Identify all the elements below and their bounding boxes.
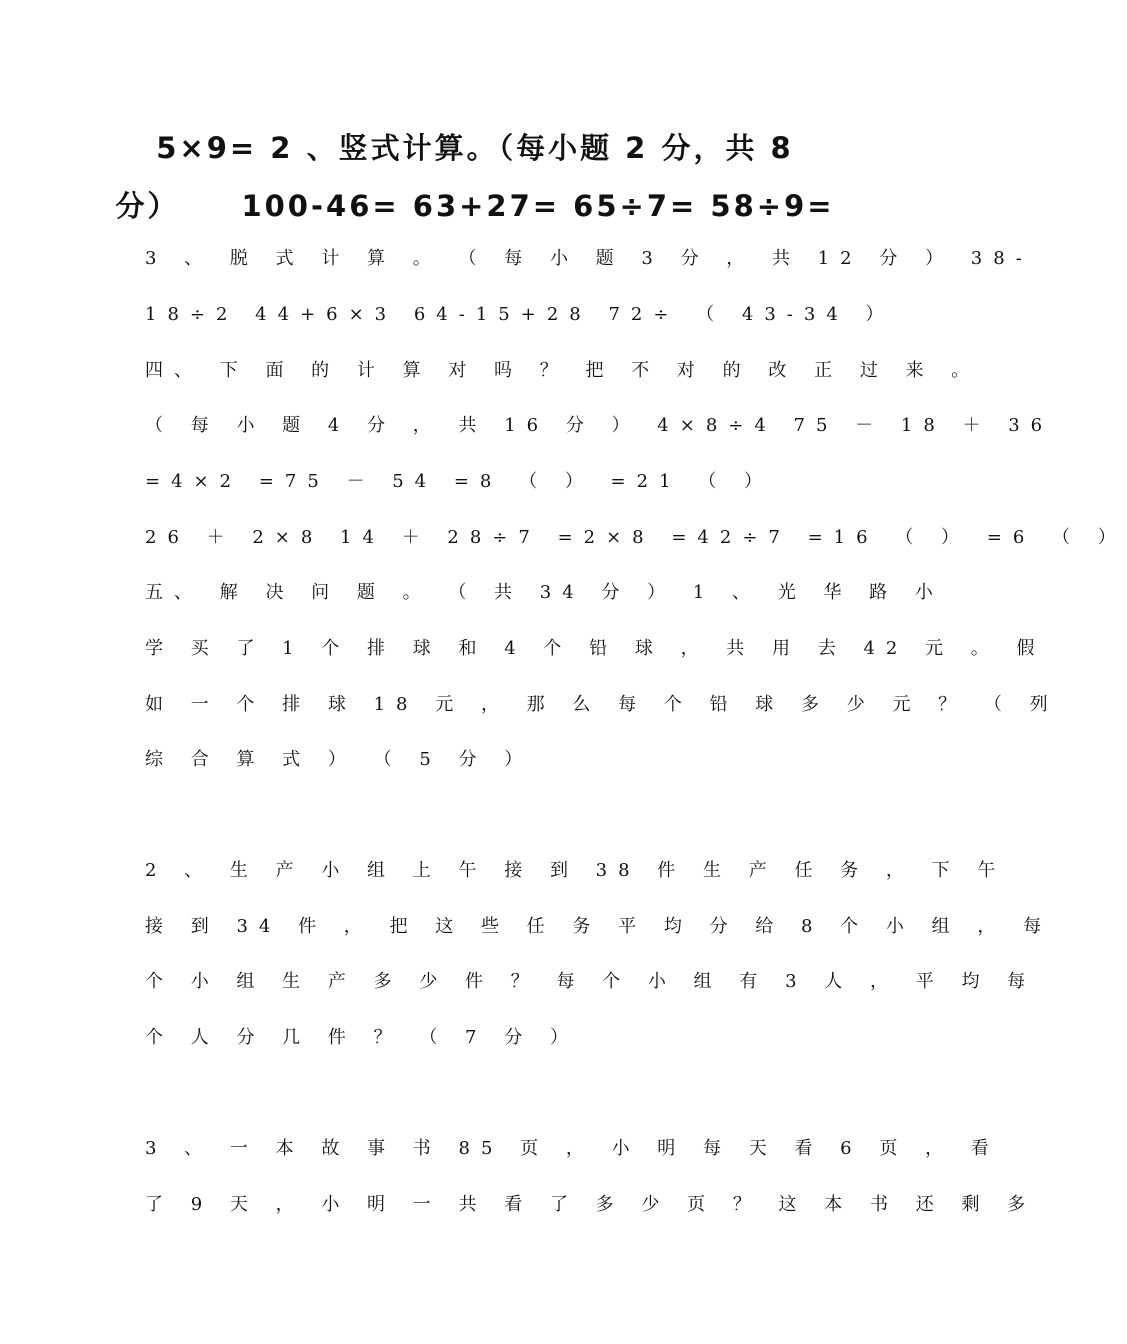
- text-line-8: 学 买 了 1 个 排 球 和 4 个 铅 球 ， 共 用 去 42 元 。 假: [145, 638, 1046, 659]
- heading-line-1: 5×9= 2 、竖式计算。（每小题 2 分，共 8: [156, 131, 794, 165]
- heading-line-2-score: 分）: [115, 189, 180, 223]
- text-line-14: 个 人 分 几 件 ？ （ 7 分 ）: [145, 1027, 579, 1048]
- text-line-10: 综 合 算 式 ） （ 5 分 ）: [145, 749, 534, 770]
- text-line-13: 个 小 组 生 产 多 少 件 ？ 每 个 小 组 有 3 人 ， 平 均 每: [145, 971, 1037, 992]
- text-line-15: 3 、 一 本 故 事 书 85 页 ， 小 明 每 天 看 6 页 ， 看: [145, 1138, 1000, 1159]
- text-line-16: 了 9 天 ， 小 明 一 共 看 了 多 少 页 ？ 这 本 书 还 剩 多: [145, 1194, 1037, 1215]
- text-line-7: 五、 解 决 问 题 。 （ 共 34 分 ） 1 、 光 华 路 小: [145, 582, 944, 603]
- text-line-1: 3 、 脱 式 计 算 。 （ 每 小 题 3 分 ， 共 12 分 ） 38-: [145, 248, 1033, 269]
- heading-line-2-equations: 100-46= 63+27= 65÷7= 58÷9=: [241, 189, 835, 223]
- text-line-5: =4×2 =75 － 54 =8 （ ） =21 （ ）: [145, 471, 773, 492]
- text-line-6: 26 ＋ 2×8 14 ＋ 28÷7 =2×8 =42÷7 =16 （ ） =6 （ ）: [145, 527, 1127, 548]
- text-line-3: 四、 下 面 的 计 算 对 吗 ？ 把 不 对 的 改 正 过 来 。: [145, 360, 981, 381]
- heading-line-2: [0, 184, 950, 225]
- text-line-12: 接 到 34 件 ， 把 这 些 任 务 平 均 分 给 8 个 小 组 ， 每: [145, 916, 1053, 937]
- text-line-2: 18÷2 44+6×3 64-15+28 72÷ （ 43-34 ）: [145, 304, 895, 325]
- text-line-11: 2 、 生 产 小 组 上 午 接 到 38 件 生 产 任 务 ， 下 午: [145, 860, 1007, 881]
- text-line-9: 如 一 个 排 球 18 元 ， 那 么 每 个 铅 球 多 少 元 ？ （ 列: [145, 694, 1059, 715]
- text-line-4: （ 每 小 题 4 分 ， 共 16 分 ） 4×8÷4 75 － 18 ＋ 36: [145, 415, 1054, 436]
